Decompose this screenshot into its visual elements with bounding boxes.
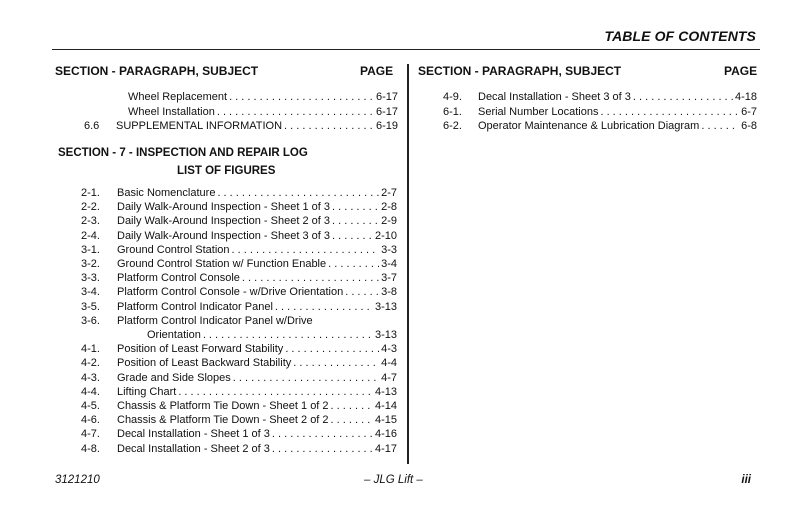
entry-number: 6-2. bbox=[443, 120, 462, 132]
entry-title: Platform Control Console bbox=[117, 272, 240, 285]
entry-page: 4-15 bbox=[374, 414, 397, 427]
entry-page: 2-9 bbox=[381, 215, 397, 228]
entry-number: 4-4. bbox=[81, 385, 100, 398]
list-of-figures-title: LIST OF FIGURES bbox=[177, 165, 276, 177]
dot-leader bbox=[232, 243, 380, 257]
entry-title: Daily Walk-Around Inspection - Sheet 2 of 3 bbox=[117, 215, 330, 228]
entry-title: Chassis & Platform Tie Down - Sheet 1 of 2 bbox=[117, 400, 329, 412]
entry-number: 2-2. bbox=[81, 201, 100, 214]
entry-title: Basic Nomenclature bbox=[117, 187, 216, 199]
entry-title: Daily Walk-Around Inspection - Sheet 1 of 3 bbox=[117, 201, 330, 214]
entry-number: 4-8. bbox=[81, 442, 100, 455]
entry-page: 4-4 bbox=[381, 357, 397, 370]
entry-page: 3-8 bbox=[381, 286, 397, 299]
entry-page: 6-17 bbox=[375, 105, 398, 118]
entry-page: 2-8 bbox=[381, 201, 397, 214]
entry-page: 6-8 bbox=[741, 120, 757, 132]
entry-number: 3-3. bbox=[81, 272, 100, 285]
entry-title: Platform Control Indicator Panel bbox=[117, 300, 273, 313]
entry-number: 3-2. bbox=[81, 258, 100, 270]
entry-number: 4-9. bbox=[443, 91, 462, 103]
right-page-heading: PAGE bbox=[724, 64, 758, 78]
entry-title: Grade and Side Slopes bbox=[117, 371, 231, 384]
figure-entry bbox=[81, 200, 397, 214]
dot-leader bbox=[332, 229, 373, 243]
entry-number: 2-3. bbox=[81, 215, 100, 228]
left-column-heading: SECTION - PARAGRAPH, SUBJECT bbox=[55, 64, 259, 78]
entry-page: 3-7 bbox=[381, 272, 397, 285]
right-column-heading: SECTION - PARAGRAPH, SUBJECT bbox=[418, 64, 622, 78]
figure-entry bbox=[81, 257, 397, 271]
footer-doc-number: 3121210 bbox=[55, 474, 100, 486]
figure-number: 3-6. bbox=[81, 314, 100, 327]
entry-page: 2-10 bbox=[374, 229, 397, 242]
entry-number: 4-5. bbox=[81, 400, 100, 412]
entry-number: 2-1. bbox=[81, 187, 100, 199]
dot-leader bbox=[328, 257, 379, 271]
footer-page-number: iii bbox=[741, 474, 751, 486]
figure-entry bbox=[443, 119, 757, 133]
dot-leader bbox=[229, 90, 374, 104]
entry-title: Daily Walk-Around Inspection - Sheet 3 of 3 bbox=[117, 229, 330, 242]
entry-title: Wheel Installation bbox=[128, 105, 215, 118]
dot-leader bbox=[285, 342, 379, 356]
figure-entry bbox=[443, 90, 757, 104]
entry-title: Decal Installation - Sheet 1 of 3 bbox=[117, 428, 270, 441]
entry-number: 2-4. bbox=[81, 229, 100, 242]
dot-leader bbox=[332, 214, 379, 228]
entry-title: Wheel Replacement bbox=[128, 91, 228, 103]
dot-leader bbox=[633, 90, 733, 104]
dot-leader bbox=[178, 385, 373, 399]
entry-page: 4-7 bbox=[381, 371, 397, 384]
dot-leader bbox=[272, 442, 373, 456]
figure-entry bbox=[81, 300, 397, 314]
left-page-heading: PAGE bbox=[360, 64, 394, 78]
entry-page: 4-3 bbox=[381, 343, 397, 356]
dot-leader bbox=[217, 186, 379, 200]
entry-title: SUPPLEMENTAL INFORMATION bbox=[116, 120, 283, 132]
dot-leader bbox=[331, 399, 373, 413]
dot-leader bbox=[272, 427, 373, 441]
entry-page: 2-7 bbox=[381, 187, 397, 199]
entry-page: 4-16 bbox=[374, 428, 397, 441]
section-7-heading: SECTION - 7 - INSPECTION AND REPAIR LOG bbox=[58, 147, 308, 159]
entry-page: 6-7 bbox=[741, 105, 757, 118]
entry-number: 6.6 bbox=[84, 120, 100, 132]
entry-page: 4-14 bbox=[374, 400, 397, 412]
figure-entry bbox=[81, 356, 397, 370]
figure-title: Platform Control Indicator Panel w/Drive bbox=[117, 314, 313, 327]
entry-page: 6-17 bbox=[375, 91, 398, 103]
figure-entry bbox=[81, 442, 397, 456]
column-divider bbox=[407, 64, 409, 464]
entry-title: Position of Least Backward Stability bbox=[117, 357, 292, 370]
figure-entry bbox=[81, 186, 397, 200]
entry-number: 3-4. bbox=[81, 286, 100, 299]
figure-entry bbox=[81, 285, 397, 299]
figure-entry bbox=[81, 371, 397, 385]
entry-number: 3-5. bbox=[81, 300, 100, 313]
dot-leader bbox=[284, 119, 374, 133]
entry-title: Lifting Chart bbox=[117, 385, 177, 398]
entry-title: Position of Least Forward Stability bbox=[117, 343, 284, 356]
entry-number: 3-1. bbox=[81, 243, 100, 256]
entry-page: 4-17 bbox=[374, 442, 397, 455]
entry-title: Ground Control Station bbox=[117, 243, 230, 256]
entry-page: 3-13 bbox=[374, 329, 397, 341]
entry-page: 6-19 bbox=[375, 120, 398, 132]
entry-number: 4-7. bbox=[81, 428, 100, 441]
toc-entry bbox=[84, 105, 398, 119]
toc-entry bbox=[84, 119, 398, 133]
entry-page: 3-13 bbox=[374, 300, 397, 313]
dot-leader bbox=[345, 285, 379, 299]
dot-leader bbox=[600, 105, 739, 119]
dot-leader bbox=[331, 413, 373, 427]
dot-leader bbox=[233, 371, 379, 385]
entry-title: Operator Maintenance & Lubrication Diagram bbox=[478, 120, 700, 132]
entry-title: Serial Number Locations bbox=[478, 105, 599, 118]
entry-page: 3-4 bbox=[381, 258, 397, 270]
entry-page: 3-3 bbox=[381, 243, 397, 256]
entry-title: Chassis & Platform Tie Down - Sheet 2 of 2 bbox=[117, 414, 329, 427]
dot-leader bbox=[203, 328, 373, 342]
entry-page: 4-13 bbox=[374, 385, 397, 398]
figure-entry bbox=[81, 385, 397, 399]
entry-title: Ground Control Station w/ Function Enable bbox=[117, 258, 327, 270]
entry-title: Decal Installation - Sheet 3 of 3 bbox=[478, 91, 631, 103]
entry-title: Orientation bbox=[147, 329, 201, 341]
entry-number: 6-1. bbox=[443, 105, 462, 118]
figure-entry bbox=[81, 214, 397, 228]
figure-entry bbox=[81, 243, 397, 257]
figure-entry bbox=[81, 328, 397, 342]
footer-center: – JLG Lift – bbox=[364, 474, 423, 486]
dot-leader bbox=[701, 119, 739, 133]
entry-number: 4-3. bbox=[81, 371, 100, 384]
figure-entry bbox=[81, 229, 397, 243]
toc-entry bbox=[84, 90, 398, 104]
dot-leader bbox=[293, 356, 379, 370]
entry-page: 4-18 bbox=[734, 91, 757, 103]
figure-entry bbox=[443, 105, 757, 119]
figure-entry bbox=[81, 271, 397, 285]
dot-leader bbox=[275, 300, 373, 314]
dot-leader bbox=[242, 271, 379, 285]
figure-entry bbox=[81, 427, 397, 441]
header-rule bbox=[52, 49, 760, 50]
entry-number: 4-6. bbox=[81, 414, 100, 427]
entry-number: 4-1. bbox=[81, 343, 100, 356]
page-header-title: TABLE OF CONTENTS bbox=[604, 28, 756, 44]
entry-title: Decal Installation - Sheet 2 of 3 bbox=[117, 442, 270, 455]
dot-leader bbox=[332, 200, 379, 214]
dot-leader bbox=[217, 105, 374, 119]
entry-number: 4-2. bbox=[81, 357, 100, 370]
figure-entry bbox=[81, 342, 397, 356]
figure-entry bbox=[81, 413, 397, 427]
figure-entry bbox=[81, 399, 397, 413]
entry-title: Platform Control Console - w/Drive Orientation bbox=[117, 286, 344, 299]
